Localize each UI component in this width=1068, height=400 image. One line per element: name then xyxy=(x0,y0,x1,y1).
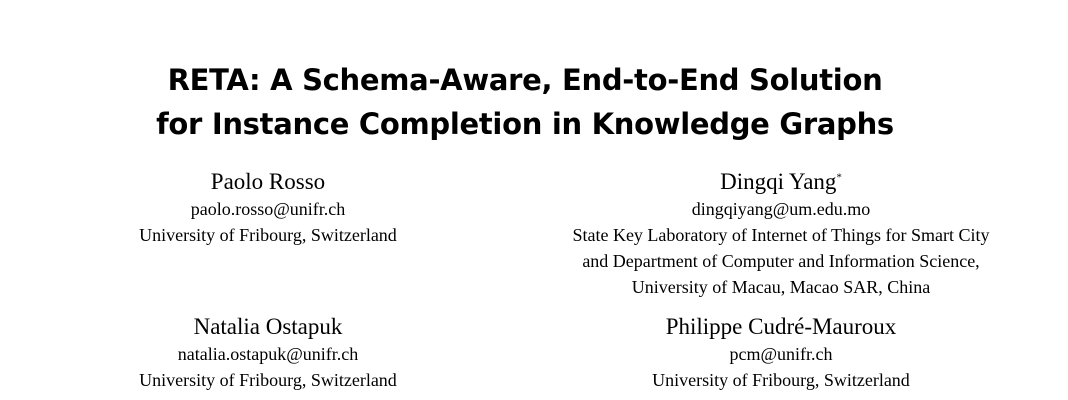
author-affiliation-line-1: State Key Laboratory of Internet of Things for Smart City xyxy=(572,225,990,245)
author-block-ostapuk xyxy=(88,313,448,393)
paper-title xyxy=(0,58,1050,146)
author-affiliation: University of Fribourg, Switzerland xyxy=(652,370,910,390)
title-line-1: RETA: A Schema-Aware, End-to-End Solution xyxy=(167,63,883,97)
corresponding-author-marker: * xyxy=(836,171,842,184)
author-name: Natalia Ostapuk xyxy=(193,314,343,339)
author-email[interactable]: natalia.ostapuk@unifr.ch xyxy=(177,344,359,364)
author-name: Philippe Cudré-Mauroux xyxy=(665,314,897,339)
author-email[interactable]: dingqiyang@um.edu.mo xyxy=(691,199,871,219)
author-block-rosso xyxy=(88,168,448,248)
title-line-2: for Instance Completion in Knowledge Graphs xyxy=(156,107,894,141)
author-affiliation-line-3: University of Macau, Macao SAR, China xyxy=(631,277,931,297)
author-email[interactable]: paolo.rosso@unifr.ch xyxy=(190,199,346,219)
author-block-yang xyxy=(500,168,1062,300)
author-name xyxy=(500,168,1062,195)
author-affiliation-line-2: and Department of Computer and Information Science, xyxy=(582,251,980,271)
author-name: Paolo Rosso xyxy=(210,169,326,194)
author-block-cudre-mauroux xyxy=(560,313,1002,393)
author-affiliation: University of Fribourg, Switzerland xyxy=(139,370,397,390)
author-email[interactable]: pcm@unifr.ch xyxy=(729,344,833,364)
author-name-text: Dingqi Yang xyxy=(720,169,837,194)
author-affiliation: University of Fribourg, Switzerland xyxy=(139,225,397,245)
